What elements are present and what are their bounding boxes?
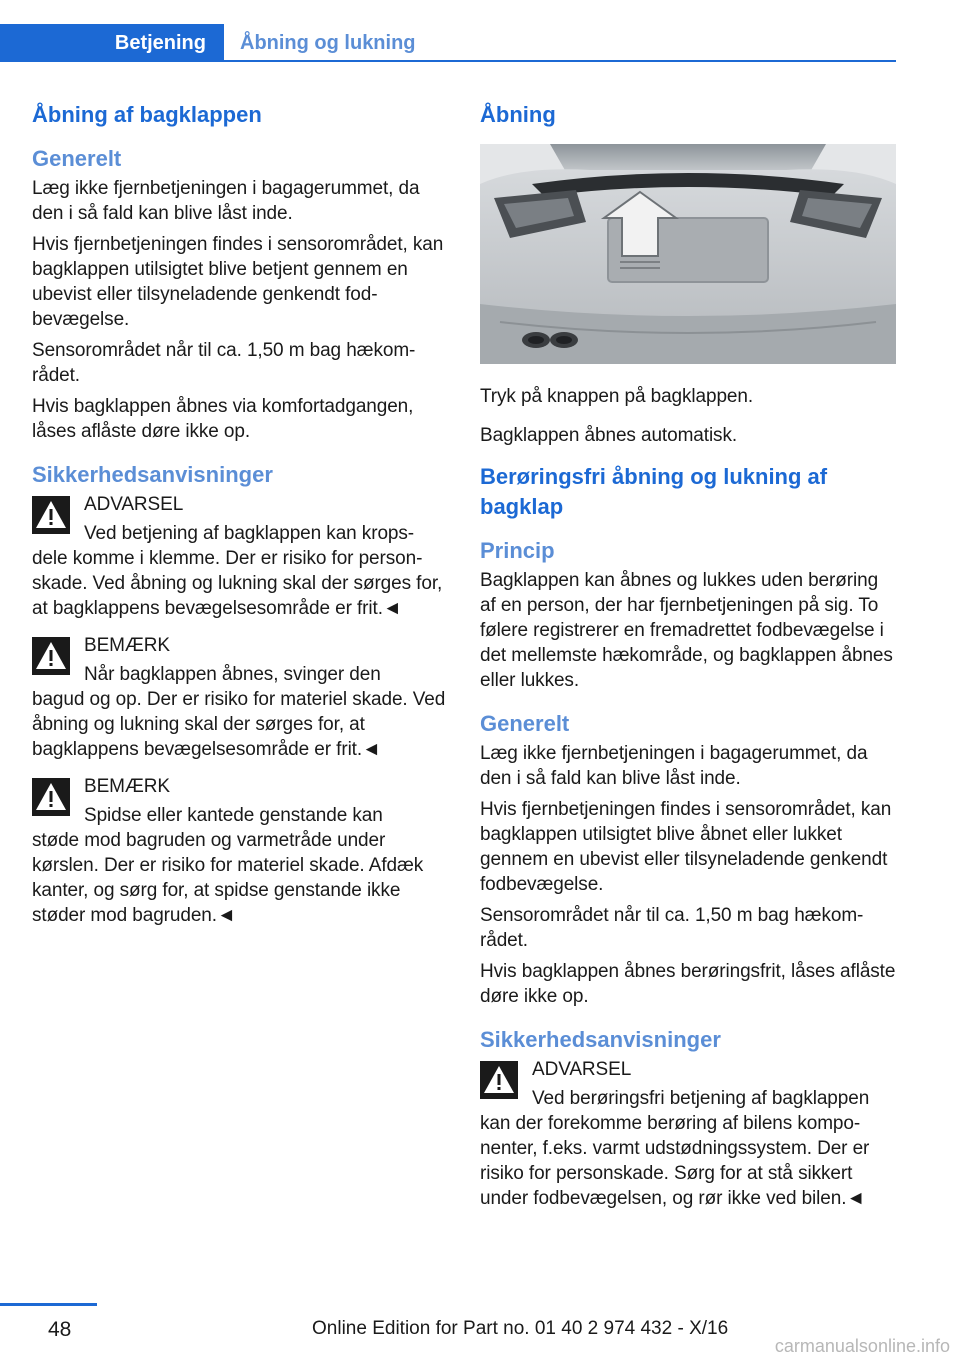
paragraph: Sensorområdet når til ca. 1,50 m bag hækområdet. (32, 340, 416, 386)
warning-text: dele komme i klemme. Der er risiko for personskade. Ved åbning og lukning skal der sørges for, at bagklappens bevægelsesområde er frit.◄ (32, 548, 443, 619)
subsection-title: Berøringsfri åbning og lukning af bagklap (480, 464, 828, 519)
warning-block (480, 1057, 896, 1211)
paragraph: Bagklappen åbnes automatisk. (480, 425, 738, 446)
notice-label: BEMÆRK (84, 776, 170, 797)
warning-label: ADVARSEL (532, 1059, 632, 1080)
warning-triangle-icon (32, 778, 70, 816)
site-watermark: carmanualsonline.info (774, 1336, 950, 1356)
general-heading: Generelt (32, 146, 122, 171)
warning-text: Ved betjening af bagklappen kan krops- (84, 523, 414, 544)
paragraph: Læg ikke fjernbetjeningen i bagagerummet, da den i så fald kan blive låst inde. (480, 743, 868, 789)
principle-heading: Princip (480, 538, 555, 563)
warning-triangle-icon (480, 1061, 518, 1099)
warning-label: ADVARSEL (84, 494, 184, 515)
paragraph: Hvis bagklappen åbnes via komfortadgangen, låses aflåste døre ikke op. (32, 396, 414, 442)
notice-text: Spidse eller kantede genstande kan (84, 805, 383, 826)
section-title: Åbning af bagklappen (32, 102, 262, 127)
notice-text: Når bagklappen åbnes, svinger den (84, 664, 381, 685)
paragraph: Hvis fjernbetjeningen findes i sensorområdet, kan bagklappen utilsigtet blive åbnet eller lukket gennem en ubevist eller tilsyneladende genkendt fodbevægelse. (480, 799, 892, 895)
notice-text: støde mod bagruden og varmetråde under kørslen. Der er risiko for materiel skade. Afdæk kanter, og sørg for, at spidse genstande ikke støder mod bagruden.◄ (32, 830, 424, 926)
page-header (0, 0, 960, 64)
general-heading: Generelt (480, 711, 570, 736)
notice-block (32, 774, 448, 928)
paragraph: Hvis bagklappen åbnes berøringsfrit, låses aflåste døre ikke op. (480, 961, 896, 1007)
edition-note: Online Edition for Part no. 01 40 2 974 432 - X/16 (312, 1318, 729, 1339)
chapter-tab: Betjening (0, 24, 224, 62)
paragraph: Læg ikke fjernbetjeningen i bagagerummet, da den i så fald kan blive låst inde. (32, 178, 420, 224)
footer-divider (0, 1303, 97, 1306)
right-column (480, 100, 896, 1223)
notice-text: bagud og op. Der er risiko for materiel skade. Ved åbning og lukning skal der sørges for, at bagklappens bevægelsesområde er frit.◄ (32, 689, 446, 760)
tailgate-illustration (480, 144, 896, 364)
safety-heading: Sikkerhedsanvisninger (480, 1027, 721, 1052)
page-number: 48 (48, 1318, 72, 1341)
paragraph: Sensorområdet når til ca. 1,50 m bag hækområdet. (480, 905, 864, 951)
notice-label: BEMÆRK (84, 635, 170, 656)
paragraph: Bagklappen kan åbnes og lukkes uden berøring af en person, der har fjernbetjeningen på sig. To følere registrerer en fremadrettet fodbevægelse i det mellemste hækområde, og bagklappen åbnes eller lukkes. (480, 570, 893, 691)
warning-text: kan der forekomme berøring af bilens komponenter, f.eks. varmt udstødningssystem. Der er risiko for personskade. Sørg for at stå sikkert under fodbevægelsen, og rør ikke ved bilen.◄ (480, 1113, 870, 1209)
notice-block (32, 633, 448, 762)
left-column (32, 100, 448, 940)
safety-heading: Sikkerhedsanvisninger (32, 462, 273, 487)
paragraph: Hvis fjernbetjeningen findes i sensorområdet, kan bagklappen utilsigtet blive betjent gennem en ubevist eller tilsyneladende genkendt fodbevægelse. (32, 234, 444, 330)
warning-triangle-icon (32, 637, 70, 675)
paragraph: Tryk på knappen på bagklappen. (480, 386, 754, 407)
section-title: Åbning (480, 102, 556, 127)
warning-triangle-icon (32, 496, 70, 534)
section-tab: Åbning og lukning (240, 31, 416, 54)
header-divider (224, 60, 896, 62)
warning-text: Ved berøringsfri betjening af bagklappen (532, 1088, 870, 1109)
warning-block (32, 492, 448, 621)
